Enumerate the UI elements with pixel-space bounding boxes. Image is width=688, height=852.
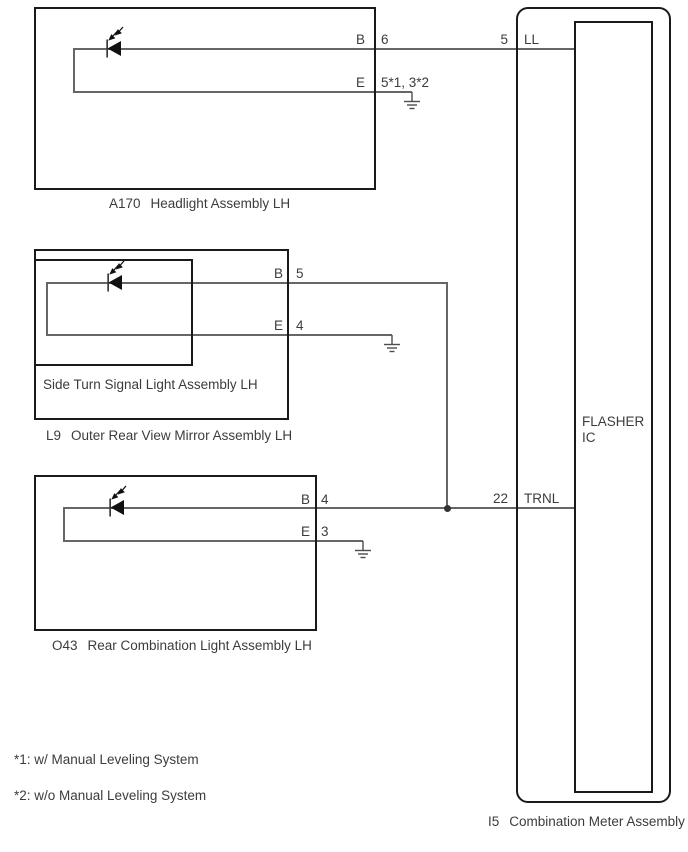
meter-pin-trnl-number: 22: [492, 491, 508, 506]
meter-pin-ll-number: 5: [500, 32, 508, 47]
ground-icon: [381, 335, 403, 357]
mirror-code: L9: [46, 428, 62, 443]
mirror-name: Outer Rear View Mirror Assembly LH: [71, 428, 293, 443]
mirror-label: [46, 428, 292, 443]
footnote-2: *2: w/o Manual Leveling System: [14, 788, 207, 803]
rearlight-pin-e-letter: E: [301, 524, 311, 539]
rearlight-name: Rear Combination Light Assembly LH: [87, 638, 312, 653]
headlight-label: [109, 196, 290, 211]
headlight-pin-e-number: 5*1, 3*2: [381, 75, 430, 90]
mirror-pin-e-number: 4: [296, 318, 304, 333]
headlight-pin-e-letter: E: [356, 75, 366, 90]
wire-mirror-b-drop: [446, 282, 448, 509]
rear-combination-light-box: [34, 475, 317, 631]
headlight-led-icon: [100, 25, 126, 61]
headlight-pin-b-letter: B: [356, 32, 366, 47]
ground-icon: [352, 541, 374, 563]
wire-junction-dot: [444, 505, 451, 512]
mirror-pin-b-letter: B: [274, 266, 284, 281]
headlight-assembly-box: [34, 7, 376, 190]
rearlight-pin-e-number: 3: [321, 524, 329, 539]
meter-code: I5: [488, 814, 500, 829]
flasher-ic-label: FLASHER IC: [582, 414, 645, 445]
meter-pin-ll-name: LL: [524, 32, 540, 47]
light-emission-arrows-icon: [113, 486, 127, 499]
rearlight-label: [52, 638, 312, 653]
rear-light-led-icon: [103, 484, 129, 520]
rearlight-pin-b-letter: B: [301, 492, 311, 507]
meter-name: Combination Meter Assembly: [509, 814, 685, 829]
headlight-code: A170: [109, 196, 141, 211]
mirror-pin-e-letter: E: [274, 318, 284, 333]
meter-label: [488, 814, 685, 829]
light-emission-arrows-icon: [111, 261, 125, 274]
meter-pin-trnl-name: TRNL: [524, 491, 560, 506]
headlight-name: Headlight Assembly LH: [150, 196, 291, 211]
side-turn-led-icon: [101, 259, 127, 295]
flasher-ic-box: [574, 21, 653, 793]
ground-icon: [401, 92, 423, 114]
mirror-pin-b-number: 5: [296, 266, 304, 281]
side-turn-signal-label: Side Turn Signal Light Assembly LH: [43, 377, 258, 392]
rearlight-code: O43: [52, 638, 78, 653]
footnote-1: *1: w/ Manual Leveling System: [14, 752, 199, 767]
light-emission-arrows-icon: [110, 27, 124, 40]
rearlight-pin-b-number: 4: [321, 492, 329, 507]
headlight-pin-b-number: 6: [381, 32, 389, 47]
